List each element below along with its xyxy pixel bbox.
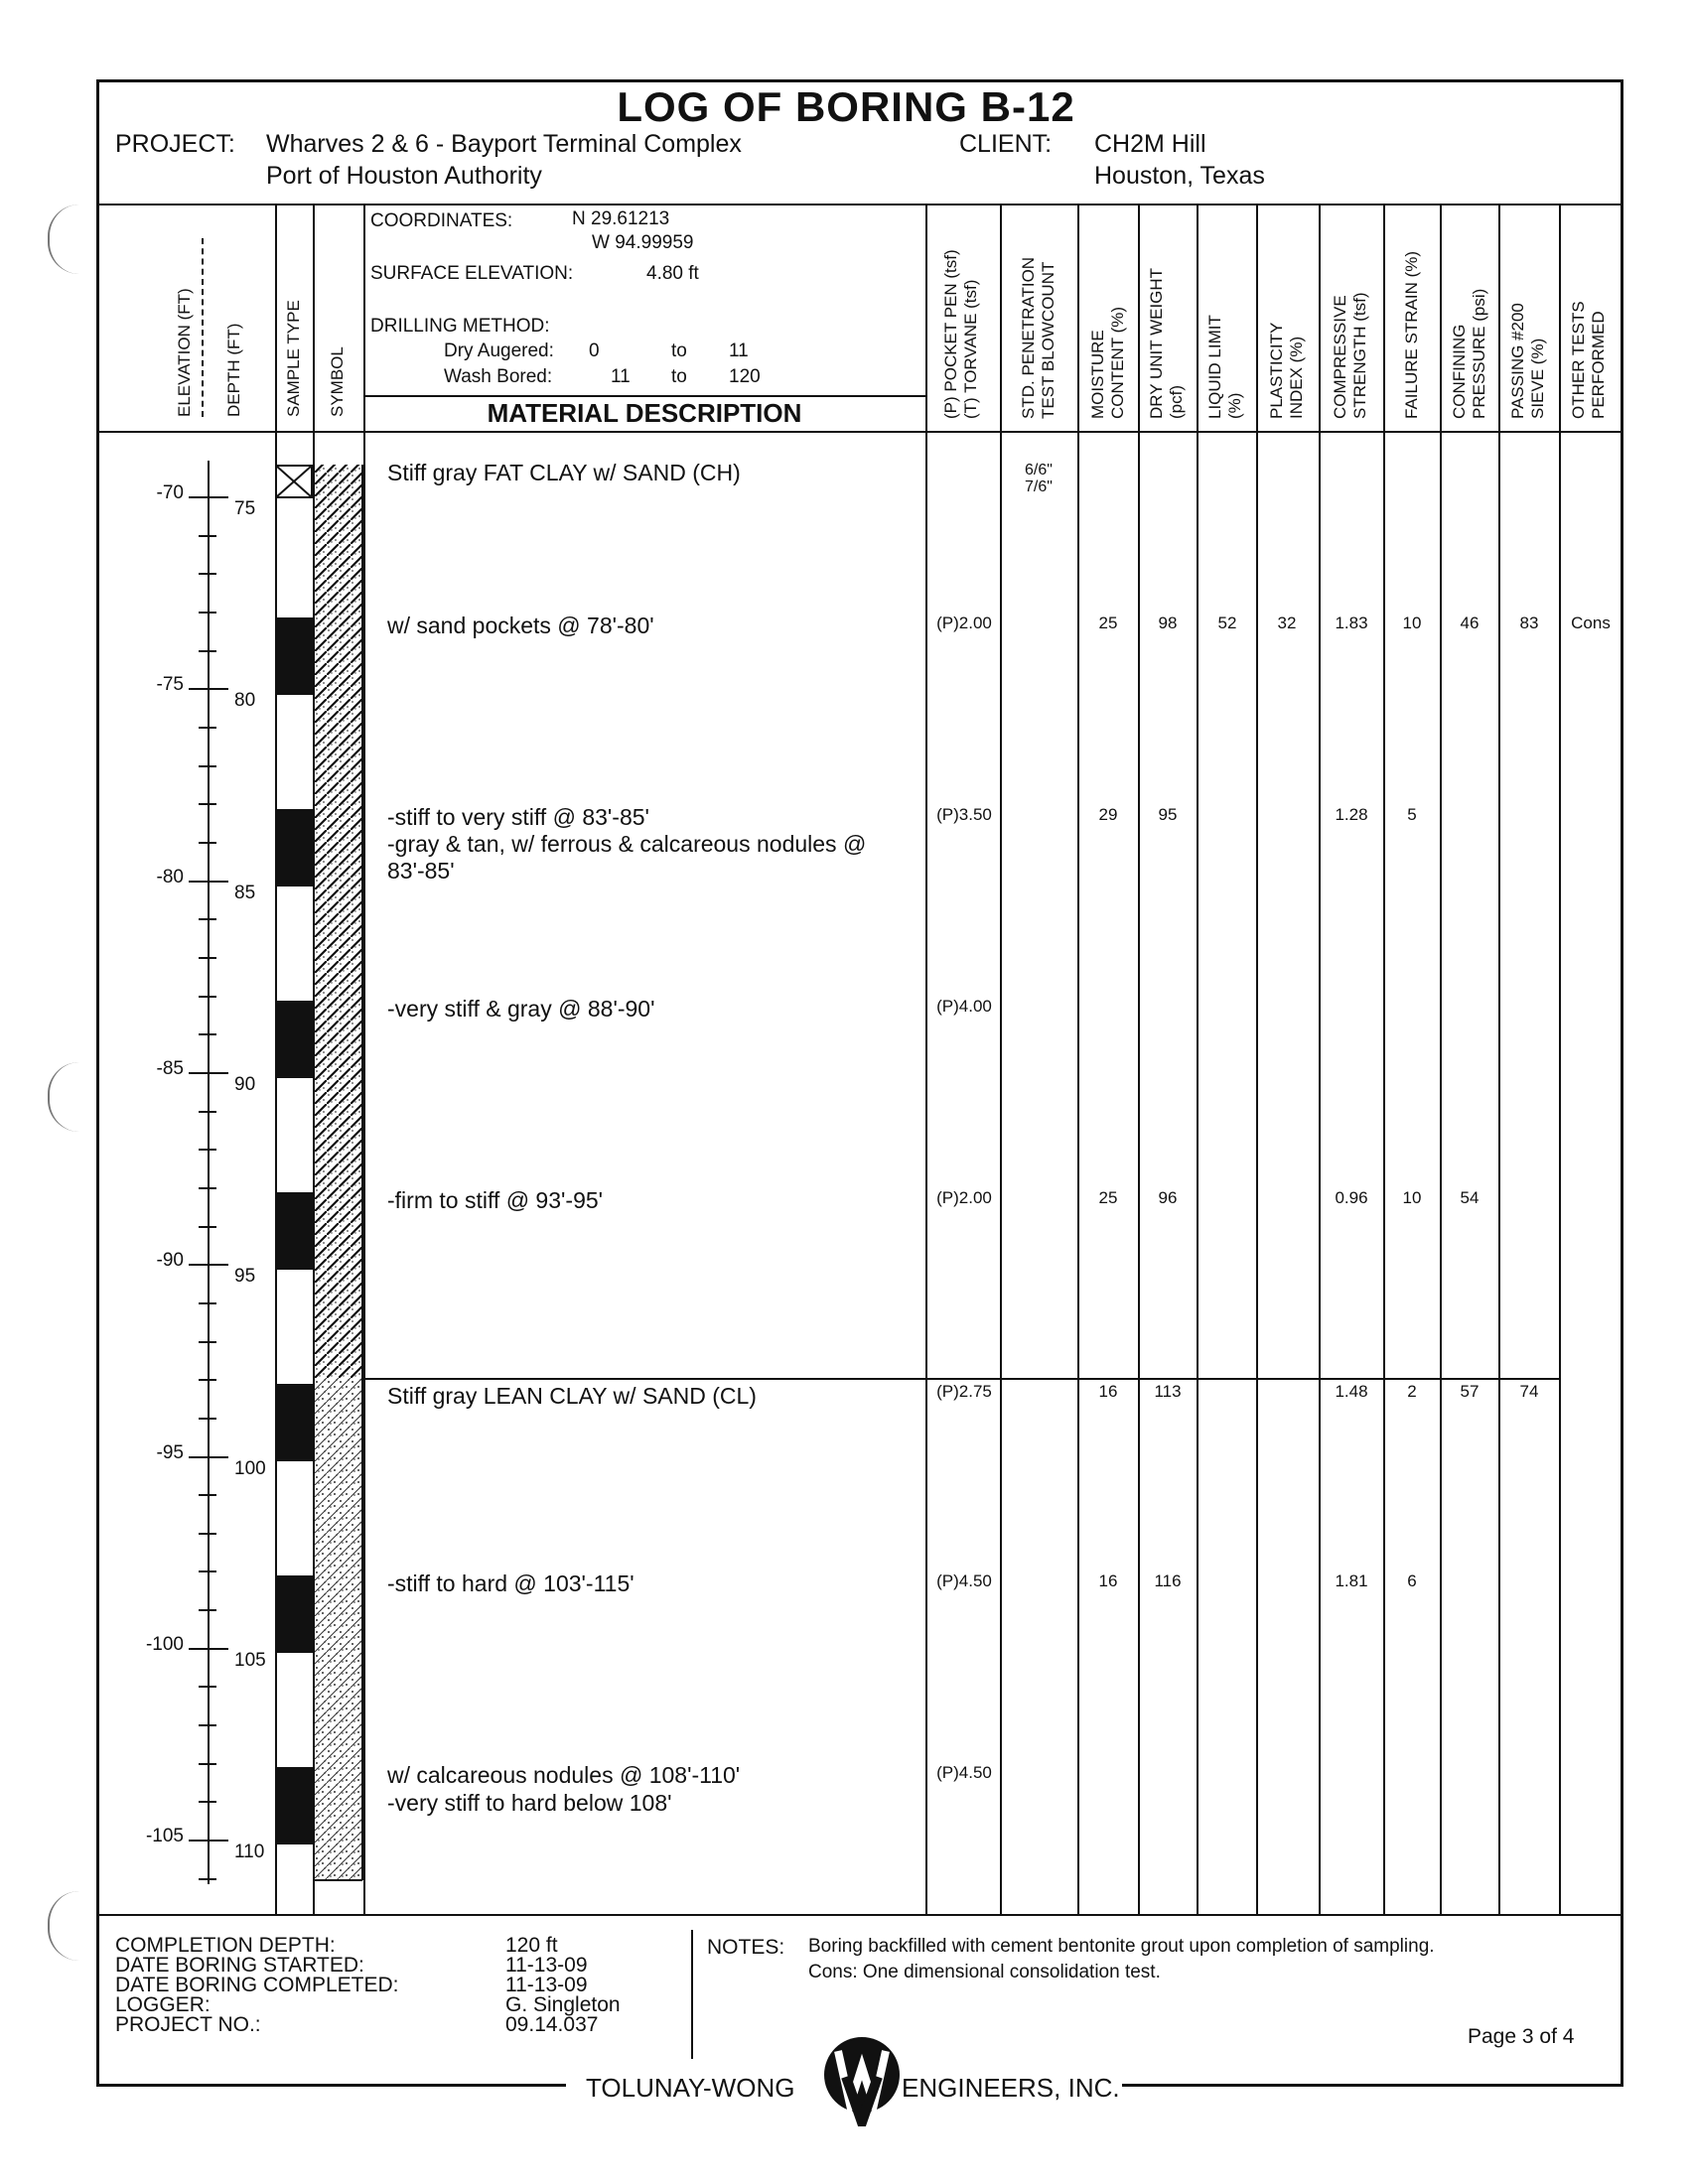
moisture-value: 25 (1098, 614, 1118, 632)
sample-tube-block (275, 1001, 313, 1078)
project-no: 09.14.037 (505, 2013, 599, 2036)
scale-axis (208, 461, 210, 1884)
company-name-right: ENGINEERS, INC. (902, 2073, 1120, 2103)
minor-tick (199, 535, 216, 537)
minor-tick (199, 1149, 216, 1151)
footer-separator (691, 1930, 693, 2059)
header-pocket-pen: (P) POCKET PEN (tsf) (T) TORVANE (tsf) (941, 249, 980, 419)
minor-tick (199, 1763, 216, 1765)
col-line (1383, 204, 1385, 1915)
notes-label: NOTES: (707, 1936, 785, 1959)
coordinates-label: COORDINATES: (370, 210, 513, 231)
company-name-left: TOLUNAY-WONG (586, 2073, 795, 2103)
elevation-label: -105 (145, 1826, 184, 1846)
header-moisture: MOISTURE CONTENT (%) (1088, 306, 1127, 419)
minor-tick (199, 842, 216, 844)
failure-strain-value: 2 (1407, 1382, 1417, 1401)
failure-strain-value: 5 (1407, 805, 1417, 824)
pocket-pen-value: (P)4.50 (936, 1571, 992, 1590)
stratum-boundary (363, 1378, 1559, 1380)
compressive-value: 1.48 (1335, 1382, 1368, 1401)
log-title: LOG OF BORING B-12 (617, 83, 1075, 130)
dry-augered-to: 11 (729, 341, 749, 361)
dry-augered-label: Dry Augered: (444, 341, 554, 361)
major-tick (189, 881, 228, 883)
minor-tick (199, 1801, 216, 1803)
major-tick (189, 496, 228, 498)
header-symbol: SYMBOL (328, 346, 347, 417)
minor-tick (199, 803, 216, 805)
sample-tube-block (275, 1384, 313, 1461)
minor-tick (199, 918, 216, 920)
pocket-pen-value: (P)4.50 (936, 1763, 992, 1782)
project-owner: Port of Houston Authority (266, 162, 542, 190)
sample-split-spoon-icon (275, 465, 313, 498)
minor-tick (199, 1379, 216, 1381)
pocket-pen-value: (P)2.00 (936, 1188, 992, 1207)
passing200-value: 74 (1519, 1382, 1539, 1401)
sample-tube-block (275, 617, 313, 695)
header-plasticity: PLASTICITY INDEX (%) (1267, 322, 1306, 419)
pocket-pen-value: (P)2.00 (936, 614, 992, 632)
minor-tick (199, 1494, 216, 1496)
elevation-label: -85 (156, 1058, 184, 1079)
header-sample-type: SAMPLE TYPE (284, 300, 303, 417)
dry-unit-weight-value: 116 (1154, 1571, 1182, 1590)
desc-lean-clay: Stiff gray LEAN CLAY w/ SAND (CL) (387, 1383, 757, 1409)
passing200-value: 83 (1519, 614, 1539, 632)
failure-strain-value: 10 (1402, 614, 1422, 632)
major-tick (189, 1072, 228, 1074)
header-passing200: PASSING #200 SIEVE (%) (1508, 303, 1547, 419)
header-confining: CONFINING PRESSURE (psi) (1450, 288, 1488, 419)
punch-hole (48, 1062, 79, 1132)
minor-tick (199, 1341, 216, 1343)
confining-value: 57 (1460, 1382, 1480, 1401)
desc-firm-stiff: -firm to stiff @ 93'-95' (387, 1187, 604, 1213)
minor-tick (199, 957, 216, 959)
liquid-limit-value: 52 (1217, 614, 1237, 632)
minor-tick (199, 1878, 216, 1880)
header-compressive: COMPRESSIVE STRENGTH (tsf) (1331, 292, 1369, 419)
other-tests-value: Cons (1571, 614, 1611, 632)
wash-bored-to: 120 (729, 366, 761, 387)
date-completed-label: DATE BORING COMPLETED: (115, 1974, 399, 1996)
compressive-value: 0.96 (1335, 1188, 1368, 1207)
pocket-pen-value: (P)4.00 (936, 997, 992, 1016)
page-number: Page 3 of 4 (1468, 2025, 1575, 2048)
depth-label: 75 (234, 498, 256, 519)
major-tick (189, 1456, 228, 1458)
wash-bored-from: 11 (611, 366, 631, 387)
dry-unit-weight-value: 95 (1158, 805, 1178, 824)
minor-tick (199, 996, 216, 998)
moisture-value: 16 (1098, 1382, 1118, 1401)
col-line (1498, 204, 1500, 1915)
moisture-value: 25 (1098, 1188, 1118, 1207)
minor-tick (199, 612, 216, 614)
header-dash (202, 238, 204, 417)
date-completed: 11-13-09 (505, 1974, 588, 1996)
desc-gray-tan-depth: 83'-85' (387, 858, 455, 884)
minor-tick (199, 1609, 216, 1611)
client-label: CLIENT: (959, 130, 1053, 158)
depth-label: 90 (234, 1074, 256, 1095)
dry-unit-weight-value: 96 (1158, 1188, 1178, 1207)
sample-tube-block (275, 1575, 313, 1653)
sample-tube-block (275, 1192, 313, 1270)
tw-logo-icon (816, 2031, 908, 2126)
col-line (1138, 204, 1140, 1915)
coord-n: N 29.61213 (572, 208, 670, 229)
minor-tick (199, 573, 216, 575)
note-cons: Cons: One dimensional consolidation test. (808, 1962, 1161, 1982)
minor-tick (199, 1302, 216, 1304)
desc-fat-clay: Stiff gray FAT CLAY w/ SAND (CH) (387, 460, 741, 485)
desc-very-stiff-hard: -very stiff to hard below 108' (387, 1790, 672, 1816)
spt-blowcount-2: 7/6" (1025, 478, 1053, 495)
depth-label: 110 (234, 1842, 265, 1862)
surface-elevation-label: SURFACE ELEVATION: (370, 263, 574, 284)
plasticity-value: 32 (1277, 614, 1297, 632)
soil-symbol-column (315, 461, 364, 1890)
client-location: Houston, Texas (1094, 162, 1265, 190)
pocket-pen-value: (P)2.75 (936, 1382, 992, 1401)
desc-stiff-very-stiff: -stiff to very stiff @ 83'-85' (387, 804, 649, 830)
col-line (1197, 204, 1198, 1915)
header-failure-strain: FAILURE STRAIN (%) (1402, 250, 1421, 419)
header-liquid-limit: LIQUID LIMIT (%) (1205, 315, 1244, 419)
completion-depth-label: COMPLETION DEPTH: (115, 1934, 336, 1957)
minor-tick (199, 1533, 216, 1535)
confining-value: 54 (1460, 1188, 1480, 1207)
minor-tick (199, 1111, 216, 1113)
depth-label: 95 (234, 1266, 256, 1287)
col-line (925, 204, 927, 1915)
compressive-value: 1.81 (1335, 1571, 1368, 1590)
depth-label: 80 (234, 690, 256, 711)
confining-value: 46 (1460, 614, 1480, 632)
col-line (1559, 204, 1561, 1915)
sample-tube-block (275, 1767, 313, 1844)
minor-tick (199, 1418, 216, 1420)
punch-hole (48, 205, 79, 274)
header-other-tests: OTHER TESTS PERFORMED (1569, 301, 1608, 419)
minor-tick (199, 765, 216, 767)
column-header-divider (96, 431, 1623, 433)
moisture-value: 29 (1098, 805, 1118, 824)
project-no-label: PROJECT NO.: (115, 2013, 261, 2036)
desc-very-stiff-gray: -very stiff & gray @ 88'-90' (387, 996, 655, 1022)
failure-strain-value: 10 (1402, 1188, 1422, 1207)
drilling-method-label: DRILLING METHOD: (370, 316, 550, 337)
depth-label: 100 (234, 1458, 266, 1479)
desc-gray-tan: -gray & tan, w/ ferrous & calcareous nodules @ (387, 831, 867, 857)
minor-tick (199, 1570, 216, 1572)
spt-blowcount-1: 6/6" (1025, 462, 1053, 478)
coord-w: W 94.99959 (592, 232, 694, 253)
col-line (1077, 204, 1079, 1915)
header-elevation: ELEVATION (FT) (175, 288, 194, 417)
desc-stiff-hard: -stiff to hard @ 103'-115' (387, 1570, 634, 1596)
elevation-label: -100 (145, 1634, 184, 1655)
major-tick (189, 1648, 228, 1650)
header-divider (96, 204, 1623, 205)
major-tick (189, 1264, 228, 1266)
elevation-label: -90 (156, 1250, 184, 1271)
header-spt: STD. PENETRATION TEST BLOWCOUNT (1019, 256, 1058, 419)
minor-tick (199, 727, 216, 729)
moisture-value: 16 (1098, 1571, 1118, 1590)
desc-calcareous-nodules: w/ calcareous nodules @ 108'-110' (387, 1762, 741, 1788)
depth-label: 105 (234, 1650, 266, 1671)
footer-divider (96, 1914, 1623, 1916)
minor-tick (199, 1033, 216, 1035)
sample-tube-block (275, 809, 313, 887)
client-name: CH2M Hill (1094, 130, 1206, 158)
desc-sand-pockets: w/ sand pockets @ 78'-80' (387, 613, 654, 638)
material-desc-divider (363, 395, 926, 397)
elevation-label: -75 (156, 674, 184, 695)
date-started-label: DATE BORING STARTED: (115, 1954, 364, 1977)
project-label: PROJECT: (115, 130, 235, 158)
elevation-label: -70 (156, 482, 184, 503)
dry-augered-from: 0 (589, 341, 600, 361)
col-line (1319, 204, 1321, 1915)
header-depth: DEPTH (FT) (224, 323, 243, 417)
pocket-pen-value: (P)3.50 (936, 805, 992, 824)
col-line (1000, 204, 1002, 1915)
minor-tick (199, 1187, 216, 1189)
major-tick (189, 688, 228, 690)
material-description-label: MATERIAL DESCRIPTION (487, 398, 802, 428)
depth-label: 85 (234, 883, 256, 903)
minor-tick (199, 650, 216, 652)
failure-strain-value: 6 (1407, 1571, 1417, 1590)
major-tick (189, 1840, 228, 1842)
note-backfill: Boring backfilled with cement bentonite grout upon completion of sampling. (808, 1936, 1435, 1957)
project-name: Wharves 2 & 6 - Bayport Terminal Complex (266, 130, 742, 158)
surface-elevation: 4.80 ft (646, 263, 699, 284)
logger: G. Singleton (505, 1993, 621, 2016)
date-started: 11-13-09 (505, 1954, 588, 1977)
logger-label: LOGGER: (115, 1993, 211, 2016)
dry-unit-weight-value: 98 (1158, 614, 1178, 632)
col-line (1256, 204, 1258, 1915)
minor-tick (199, 1226, 216, 1228)
completion-depth: 120 ft (505, 1934, 558, 1957)
col-line (1440, 204, 1442, 1915)
elevation-label: -95 (156, 1442, 184, 1463)
elevation-label: -80 (156, 867, 184, 887)
compressive-value: 1.28 (1335, 805, 1368, 824)
minor-tick (199, 1686, 216, 1688)
dry-unit-weight-value: 113 (1154, 1382, 1182, 1401)
wash-bored-label: Wash Bored: (444, 366, 553, 387)
header-dry-unit-weight: DRY UNIT WEIGHT (pcf) (1147, 267, 1186, 419)
dry-augered-to-word: to (671, 341, 687, 361)
wash-bored-to-word: to (671, 366, 687, 387)
punch-hole (48, 1891, 79, 1961)
minor-tick (199, 1724, 216, 1726)
compressive-value: 1.83 (1335, 614, 1368, 632)
